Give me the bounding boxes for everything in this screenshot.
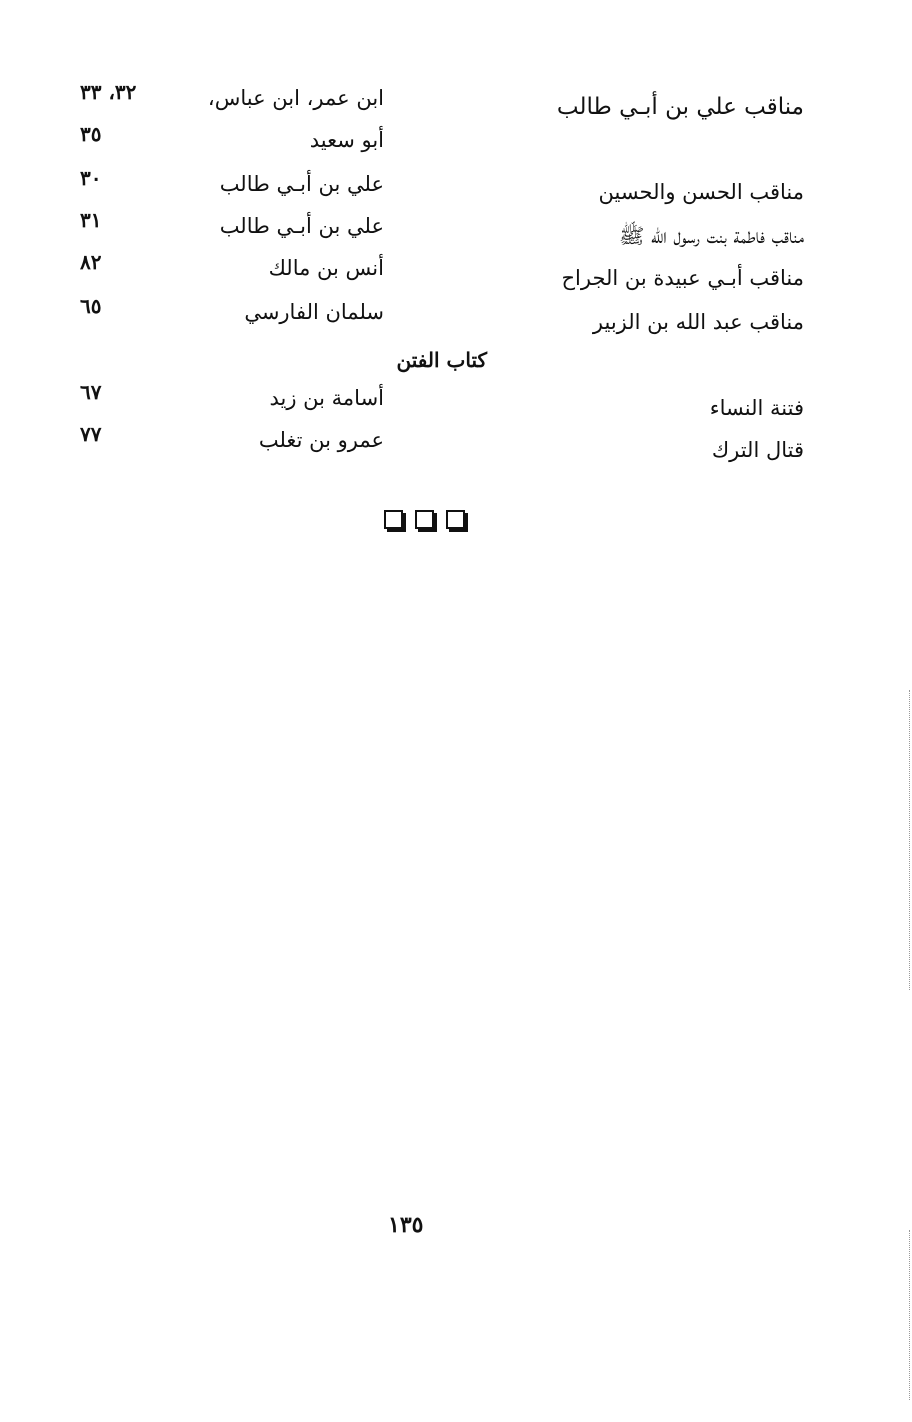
pages-6: ٦٥ [80, 294, 102, 318]
topic-1: مناقب علي بن أبـي طالب [556, 94, 804, 120]
topic-8: فتنة النساء [709, 396, 804, 420]
topic-9: قتال الترك [711, 438, 804, 462]
page-number: ١٣٥ [388, 1212, 424, 1238]
scan-edge-marks [907, 690, 910, 990]
book-heading: كتاب الفتن [396, 348, 487, 372]
pages-8: ٦٧ [80, 380, 102, 404]
square-ornament-icon [384, 510, 403, 529]
section-end-ornament [384, 510, 465, 529]
pages-9: ٧٧ [80, 422, 102, 446]
narrator-4: علي بن أبـي طالب [219, 214, 384, 238]
narrator-3: علي بن أبـي طالب [219, 172, 384, 196]
square-ornament-icon [415, 510, 434, 529]
narrator-2: أبو سعيد [309, 128, 384, 152]
pages-2: ٣٥ [80, 122, 102, 146]
topic-4: مناقب الحسن والحسين [598, 180, 804, 204]
pages-4: ٣١ [80, 208, 102, 232]
narrator-6: سلمان الفارسي [244, 300, 384, 324]
narrator-9: عمرو بن تغلب [258, 428, 384, 452]
square-ornament-icon [446, 510, 465, 529]
pages-1: ٣٢، ٣٣ [80, 80, 137, 104]
scan-edge-marks [907, 1230, 910, 1400]
topic-5: مناقب فاطمة بنت رسول الله ﷺ [619, 224, 804, 248]
narrator-5: أنس بن مالك [268, 256, 384, 280]
pages-5: ٨٢ [80, 250, 102, 274]
topic-6: مناقب أبـي عبيدة بن الجراح [561, 266, 804, 290]
topic-7: مناقب عبد الله بن الزبير [592, 310, 804, 334]
narrator-8: أسامة بن زيد [269, 386, 384, 410]
pages-3: ٣٠ [80, 166, 102, 190]
narrator-1: ابن عمر، ابن عباس، [207, 86, 384, 110]
